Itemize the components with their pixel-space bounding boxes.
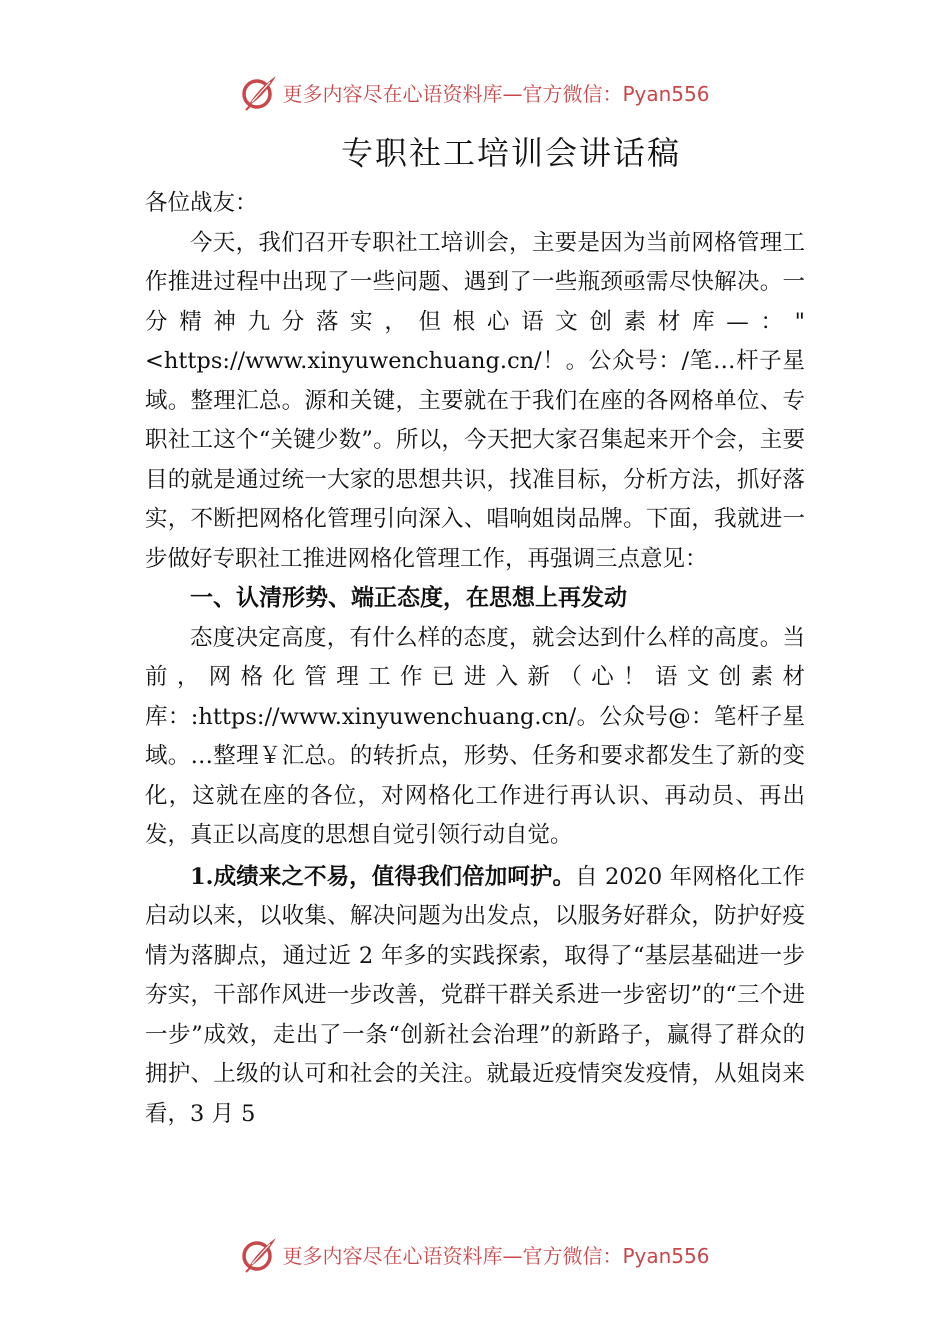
feather-circle-logo-icon: [240, 72, 280, 112]
banner-text: 更多内容尽在心语资料库—官方微信：Pyan556: [282, 1243, 710, 1268]
footer-banner: [0, 1232, 950, 1276]
banner-text: 更多内容尽在心语资料库—官方微信：Pyan556: [282, 81, 710, 106]
paragraph-intro: 今天，我们召开专职社工培训会，主要是因为当前网格管理工作推进过程中出现了一些问题、遇到了一些瓶颈亟需尽快解决。一分精神九分落实，但根心语文创素材库—："<https://www.xinyuwenchuang.cn/！。公众号：/笔…杆子星域。整理汇总。源和关键，主要就在于我们在座的各网格单位、专职社工这个“关键少数”。所以，今天把大家召集起来开个会，主要目的就是通过统一大家的思想共识，找准目标，分析方法，抓好落实，不断把网格化管理引向深入、唱响姐岗品牌。下面，我就进一步做好专职社工推进网格化管理工作，再强调三点意见：: [145, 229, 805, 572]
section-heading-1: 一、认清形势、端正态度，在思想上再发动: [190, 585, 627, 611]
subheading-1-text: 自 2020 年网格化工作启动以来，以收集、解决问题为出发点，以服务好群众，防护好疫情为落脚点，通过近 2 年多的实践探索，取得了“基层基础进一步夯实，干部作风进一步改善，党群干群关系进一步密切”的“三个进一步”成效，走出了一条“创新社会治理”的新路子，赢得了群众的拥护、上级的认可和社会的关注。就最近疫情突发疫情，从姐岗来看，3 月 5: [145, 863, 805, 1127]
paragraph-attitude: 态度决定高度，有什么样的态度，就会达到什么样的高度。当前，网格化管理工作已进入新（心！语文创素材库：:https://www.xinyuwenchuang.cn/。公众号@：笔杆子星域。…整理￥汇总。的转折点，形势、任务和要求都发生了新的变化，这就在座的各位，对网格化工作进行再认识、再动员、再出发，真正以高度的思想自觉引领行动自觉。: [145, 624, 805, 848]
header-banner: [0, 70, 950, 114]
paragraph-achievements: [145, 858, 805, 1135]
feather-circle-logo-icon: [240, 1234, 280, 1274]
document-body: [145, 184, 805, 1134]
document-title: 专职社工培训会讲话稿: [340, 134, 681, 172]
greeting: 各位战友：: [145, 190, 258, 216]
subheading-1: 1.成绩来之不易，值得我们倍加呵护。: [190, 863, 576, 890]
